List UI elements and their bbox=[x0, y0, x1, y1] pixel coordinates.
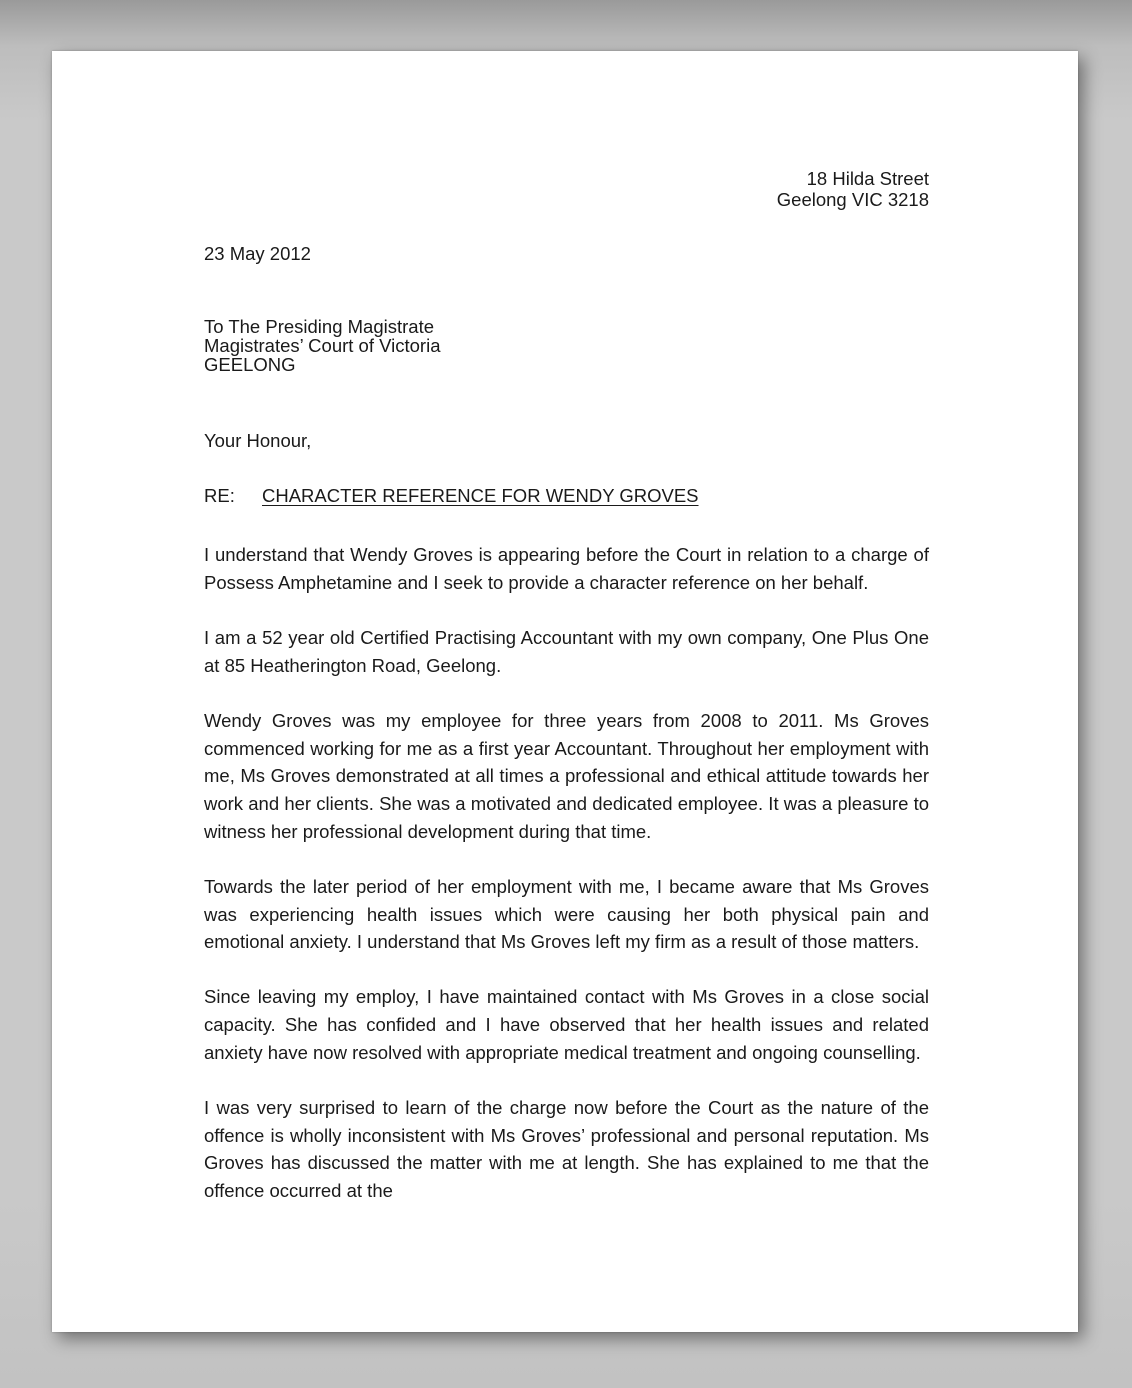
letter-body bbox=[204, 541, 929, 1205]
body-paragraph: I am a 52 year old Certified Practising Accountant with my own company, One Plus One at 85 Heatherington Road, Geelong. bbox=[204, 626, 929, 676]
body-paragraph: Towards the later period of her employment with me, I became aware that Ms Groves was experiencing health issues which were causing her both physical pain and emotional anxiety. I understand that Ms Groves left my firm as a result of those matters. bbox=[204, 875, 929, 953]
subject-line bbox=[204, 485, 929, 506]
recipient-line: GEELONG bbox=[204, 354, 296, 376]
letter-date: 23 May 2012 bbox=[204, 243, 311, 264]
sender-address-block bbox=[204, 168, 929, 210]
body-paragraph: I understand that Wendy Groves is appearing before the Court in relation to a charge of Possess Amphetamine and I seek to provide a character reference on her behalf. bbox=[204, 544, 929, 593]
sender-address-line: 18 Hilda Street bbox=[806, 168, 929, 189]
sender-address-line: Geelong VIC 3218 bbox=[776, 189, 929, 210]
body-paragraph: Wendy Groves was my employee for three years from 2008 to 2011. Ms Groves commenced working for me as a first year Accountant. Throughout her employment with me, Ms Groves demonstrated at all times a professional and ethical attitude towards her work and her clients. She was a motivated and dedicated employee. It was a pleasure to witness her professional development during that time. bbox=[204, 709, 929, 842]
document-page bbox=[52, 51, 1078, 1332]
subject-label: RE: bbox=[204, 485, 235, 506]
subject-text: CHARACTER REFERENCE FOR WENDY GROVES bbox=[262, 485, 699, 506]
recipient-address-block bbox=[204, 317, 440, 375]
body-paragraph: Since leaving my employ, I have maintained contact with Ms Groves in a close social capacity. She has confided and I have observed that her health issues and related anxiety have now resolved with appropriate medical treatment and ongoing counselling. bbox=[204, 986, 929, 1063]
body-paragraph: I was very surprised to learn of the charge now before the Court as the nature of the offence is wholly inconsistent with Ms Groves’ professional and personal reputation. Ms Groves has discussed the matter with me at length. She has explained to me that the offence occurred at the bbox=[204, 1097, 929, 1202]
recipient-line: To The Presiding Magistrate bbox=[204, 316, 434, 337]
recipient-line: Magistrates’ Court of Victoria bbox=[204, 335, 441, 357]
salutation: Your Honour, bbox=[204, 430, 312, 451]
